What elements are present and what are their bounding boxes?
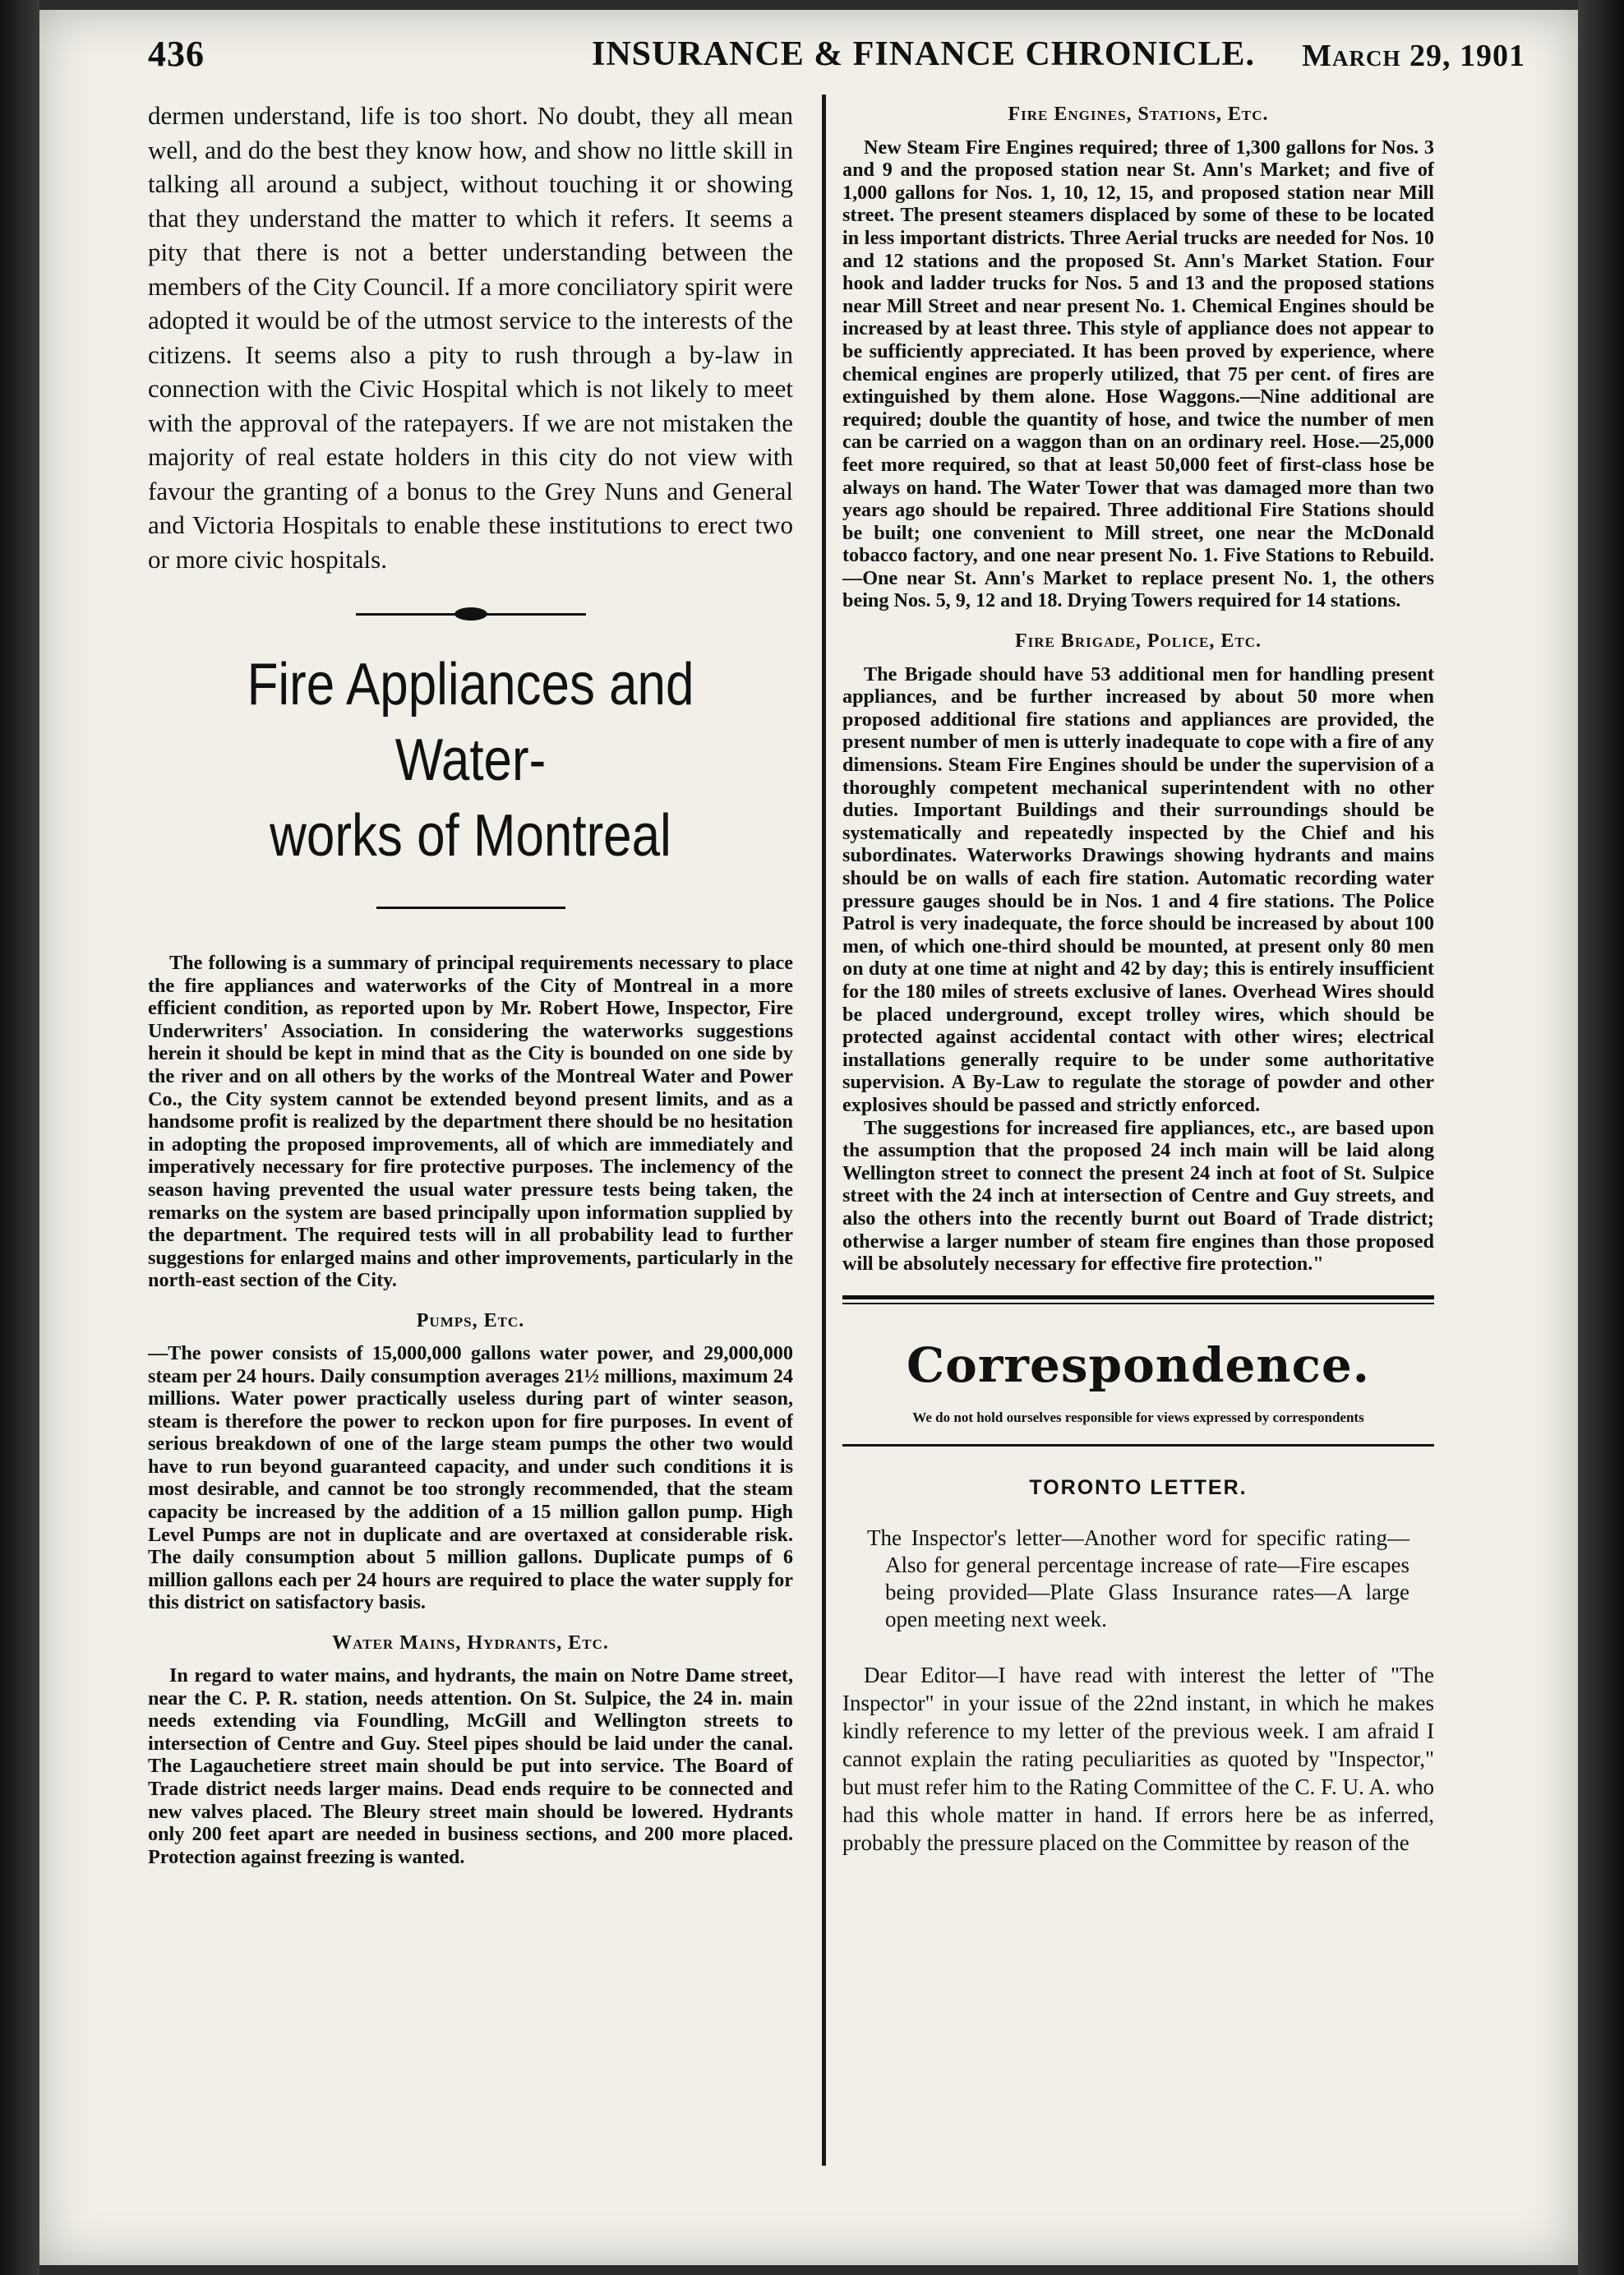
- section-heading-pumps: Pumps, Etc.: [416, 1309, 525, 1331]
- toronto-letter-heading: TORONTO LETTER.: [1029, 1475, 1248, 1499]
- brigade-text: The Brigade should have 53 additional men for handling present appliances, and be further increased by about 50 more when proposed additional fire stations and appliances are provided, the present number of men is utterly inadequate to cope with a fire of any dimensions. Steam Fire Engines should be under the supervision of a thoroughly competent mechanical superintendent with no other duties. Important Buildings and their surroundings should be systematically and repeatedly inspected by the Chief and his subordinates. Waterworks Drawings showing hydrants and mains should be on walls of each fire station. Automatic recording water pressure gauges should be in Nos. 1 and 4 fire stations. The Police Patrol is very inadequate, the force should be increased by about 100 men, of which one-third should be mounted, at present only 80 men on duty at one time at night and 42 by day; this is entirely insufficient for the 180 miles of streets exclusive of lanes. Overhead Wires should be placed underground, except trolley wires, which should be protected against accidental contact with other wires; electrical installations generally require to be under some authoritative supervision. A By-Law to regulate the storage of powder and other explosives should be passed and strictly enforced.: [842, 662, 1434, 1116]
- section-heading-brigade: Fire Brigade, Police, Etc.: [1015, 630, 1262, 653]
- ornamental-divider: [356, 606, 586, 622]
- engines-text: New Steam Fire Engines required; three of 1,300 gallons for Nos. 3 and 9 and the proposed station near St. Ann's Market; and five of 1,000 gallons for Nos. 1, 10, 12, 15, and proposed station near Mill street. The present steamers displaced by some of these to be located in less important districts. Three Aerial trucks are needed for Nos. 10 and 12 stations and the proposed St. Ann's Market Station. Four hook and ladder trucks for Nos. 5 and 13 and the proposed stations near Mill Street and near present No. 1. Chemical Engines should be increased by at least three. This style of appliance does not appear to be sufficiently appreciated. It has been proved by experience, where chemical engines are properly utilized, that 75 per cent. of fires are extinguished by them alone. Hose Waggons.—Nine additional are required; double the quantity of hose, and twice the number of men can be carried on a waggon than on an ordinary reel. Hose.—25,000 feet more required, so that at least 50,000 feet of first-class hose be always on hand. The Water Tower that was damaged more than two years ago should be repaired. Three additional Fire Stations should be built; one convenient to Mill street, one near the McDonald tobacco factory, and one near present No. 1. Five Stations to Rebuild.—One near St. Ann's Market to replace present No. 1, the others being Nos. 5, 9, 12 and 18. Drying Towers required for 14 stations.: [842, 136, 1434, 612]
- article-intro: The following is a summary of principal requirements necessary to place the fire appliances and waterworks of the City of Montreal in a more efficient condition, as reported upon by Mr. Robert Howe, Inspector, Fire Underwriters' Association. In considering the waterworks suggestions herein it should be kept in mind that as the City is bounded on one side by the river and on all others by the works of the Montreal Water and Power Co., the City system cannot be extended beyond present limits, and as a handsome profit is realized by the department there should be no hesitation in adopting the proposed improvements, all of which are immediately and imperatively necessary for fire protective purposes. The inclemency of the season having prevented the usual water pressure tests being taken, the remarks on the system are based principally upon information supplied by the department. The required tests will in all probability lead to further suggestions for enlarged mains and other improvements, particularly in the north-east section of the City.: [148, 952, 793, 1292]
- headline-rule: [376, 907, 565, 909]
- toronto-letter-summary: The Inspector's letter—Another word for specific rating—Also for general percentage increase of rate—Fire escapes being provided—Plate Glass Insurance rates—A large open meeting next week.: [867, 1525, 1409, 1631]
- issue-date: March 29, 1901: [1302, 39, 1525, 73]
- mains-text: In regard to water mains, and hydrants, the main on Notre Dame street, near the C. P. R. station, needs attention. On St. Sulpice, the 24 in. main needs extending via Foundling, McGill and Wellington streets to intersection of Centre and Guy. Steel pipes should be laid under the canal. The Lagauchetiere street main should be put into service. The Board of Trade district needs larger mains. Dead ends require to be connected and new valves placed. The Bleury street main should be lowered. Hydrants only 200 feet apart are needed in business sections, and 200 more placed. Protection against freezing is wanted.: [148, 1664, 793, 1868]
- section-heading-mains: Water Mains, Hydrants, Etc.: [332, 1632, 609, 1654]
- page-number: 436: [148, 34, 205, 74]
- suggestions-text: The suggestions for increased fire appliances, etc., are based upon the assumption that the proposed 24 inch main will be laid along Wellington street to connect the present 24 inch at foot of St. Sulpice street with the 24 inch at intersection of Centre and Guy streets, and also the others into the recently burnt out Board of Trade district; otherwise a larger number of steam fire engines than those proposed will be absolutely necessary for effective fire protection.": [842, 1116, 1434, 1276]
- column-divider: [822, 95, 826, 2166]
- section-rule-thick: [842, 1295, 1434, 1299]
- scan-edge-left: [0, 0, 39, 2275]
- page-header: [148, 33, 1525, 90]
- right-column: [842, 99, 1434, 1857]
- pumps-text: —The power consists of 15,000,000 gallons water power, and 29,000,000 steam per 24 hours. Daily consumption averages 21½ millions, maximum 24 millions. Water power practically useless during part of winter season, steam is therefore the power to reckon upon for fire purposes. In event of serious breakdown of one of the large steam pumps the other two would have to run beyond guaranteed capacity, and under such conditions it is most desirable, and cannot be too strongly recommended, that the steam capacity be increased by the addition of a 15 million gallon pump. High Level Pumps are not in duplicate and are overtaxed at considerable risk. The daily consumption about 5 million gallons. Duplicate pumps of 6 million gallons each per 24 hours are required to place the water supply for this district on satisfactory basis.: [148, 1341, 793, 1614]
- headline-line-2: works of Montreal: [270, 803, 671, 869]
- headline-line-1: Fire Appliances and Water-: [247, 652, 694, 793]
- correspondence-disclaimer: We do not hold ourselves responsible for views expressed by correspondents: [912, 1409, 1364, 1425]
- section-rule-thin: [842, 1303, 1434, 1304]
- continued-paragraph: dermen understand, life is too short. No doubt, they all mean well, and do the best they know how, and show no little skill in talking all around a subject, without touching it or showing that they understand the matter to which it refers. It seems a pity that there is not a better understanding between the members of the City Council. If a more conciliatory spirit were adopted it would be of the utmost service to the interests of the citizens. It seems also a pity to rush through a by-law in connection with the Civic Hospital which is not likely to meet with the approval of the ratepayers. If we are not mistaken the majority of real estate holders in this city do not view with favour the granting of a bonus to the Grey Nuns and General and Victoria Hospitals to enable these institutions to erect two or more civic hospitals.: [148, 101, 793, 574]
- toronto-letter-body: Dear Editor—I have read with interest the letter of "The Inspector" in your issue of the 22nd instant, in which he makes kindly reference to my letter of the previous week. I am afraid I cannot explain the rating peculiarities as quoted by "Inspector," but must refer him to the Rating Committee of the C. F. U. A. who had this whole matter in hand. If errors here be as inferred, probably the pressure placed on the Committee by reason of the: [842, 1662, 1434, 1855]
- publication-title: INSURANCE & FINANCE CHRONICLE.: [592, 35, 1256, 73]
- correspondence-rule: [842, 1444, 1434, 1447]
- section-heading-engines: Fire Engines, Stations, Etc.: [1008, 104, 1269, 125]
- scan-edge-right: [1578, 0, 1624, 2275]
- left-column: [148, 99, 793, 1868]
- article-headline: [193, 647, 748, 874]
- correspondence-title: Correspondence.: [907, 1336, 1370, 1393]
